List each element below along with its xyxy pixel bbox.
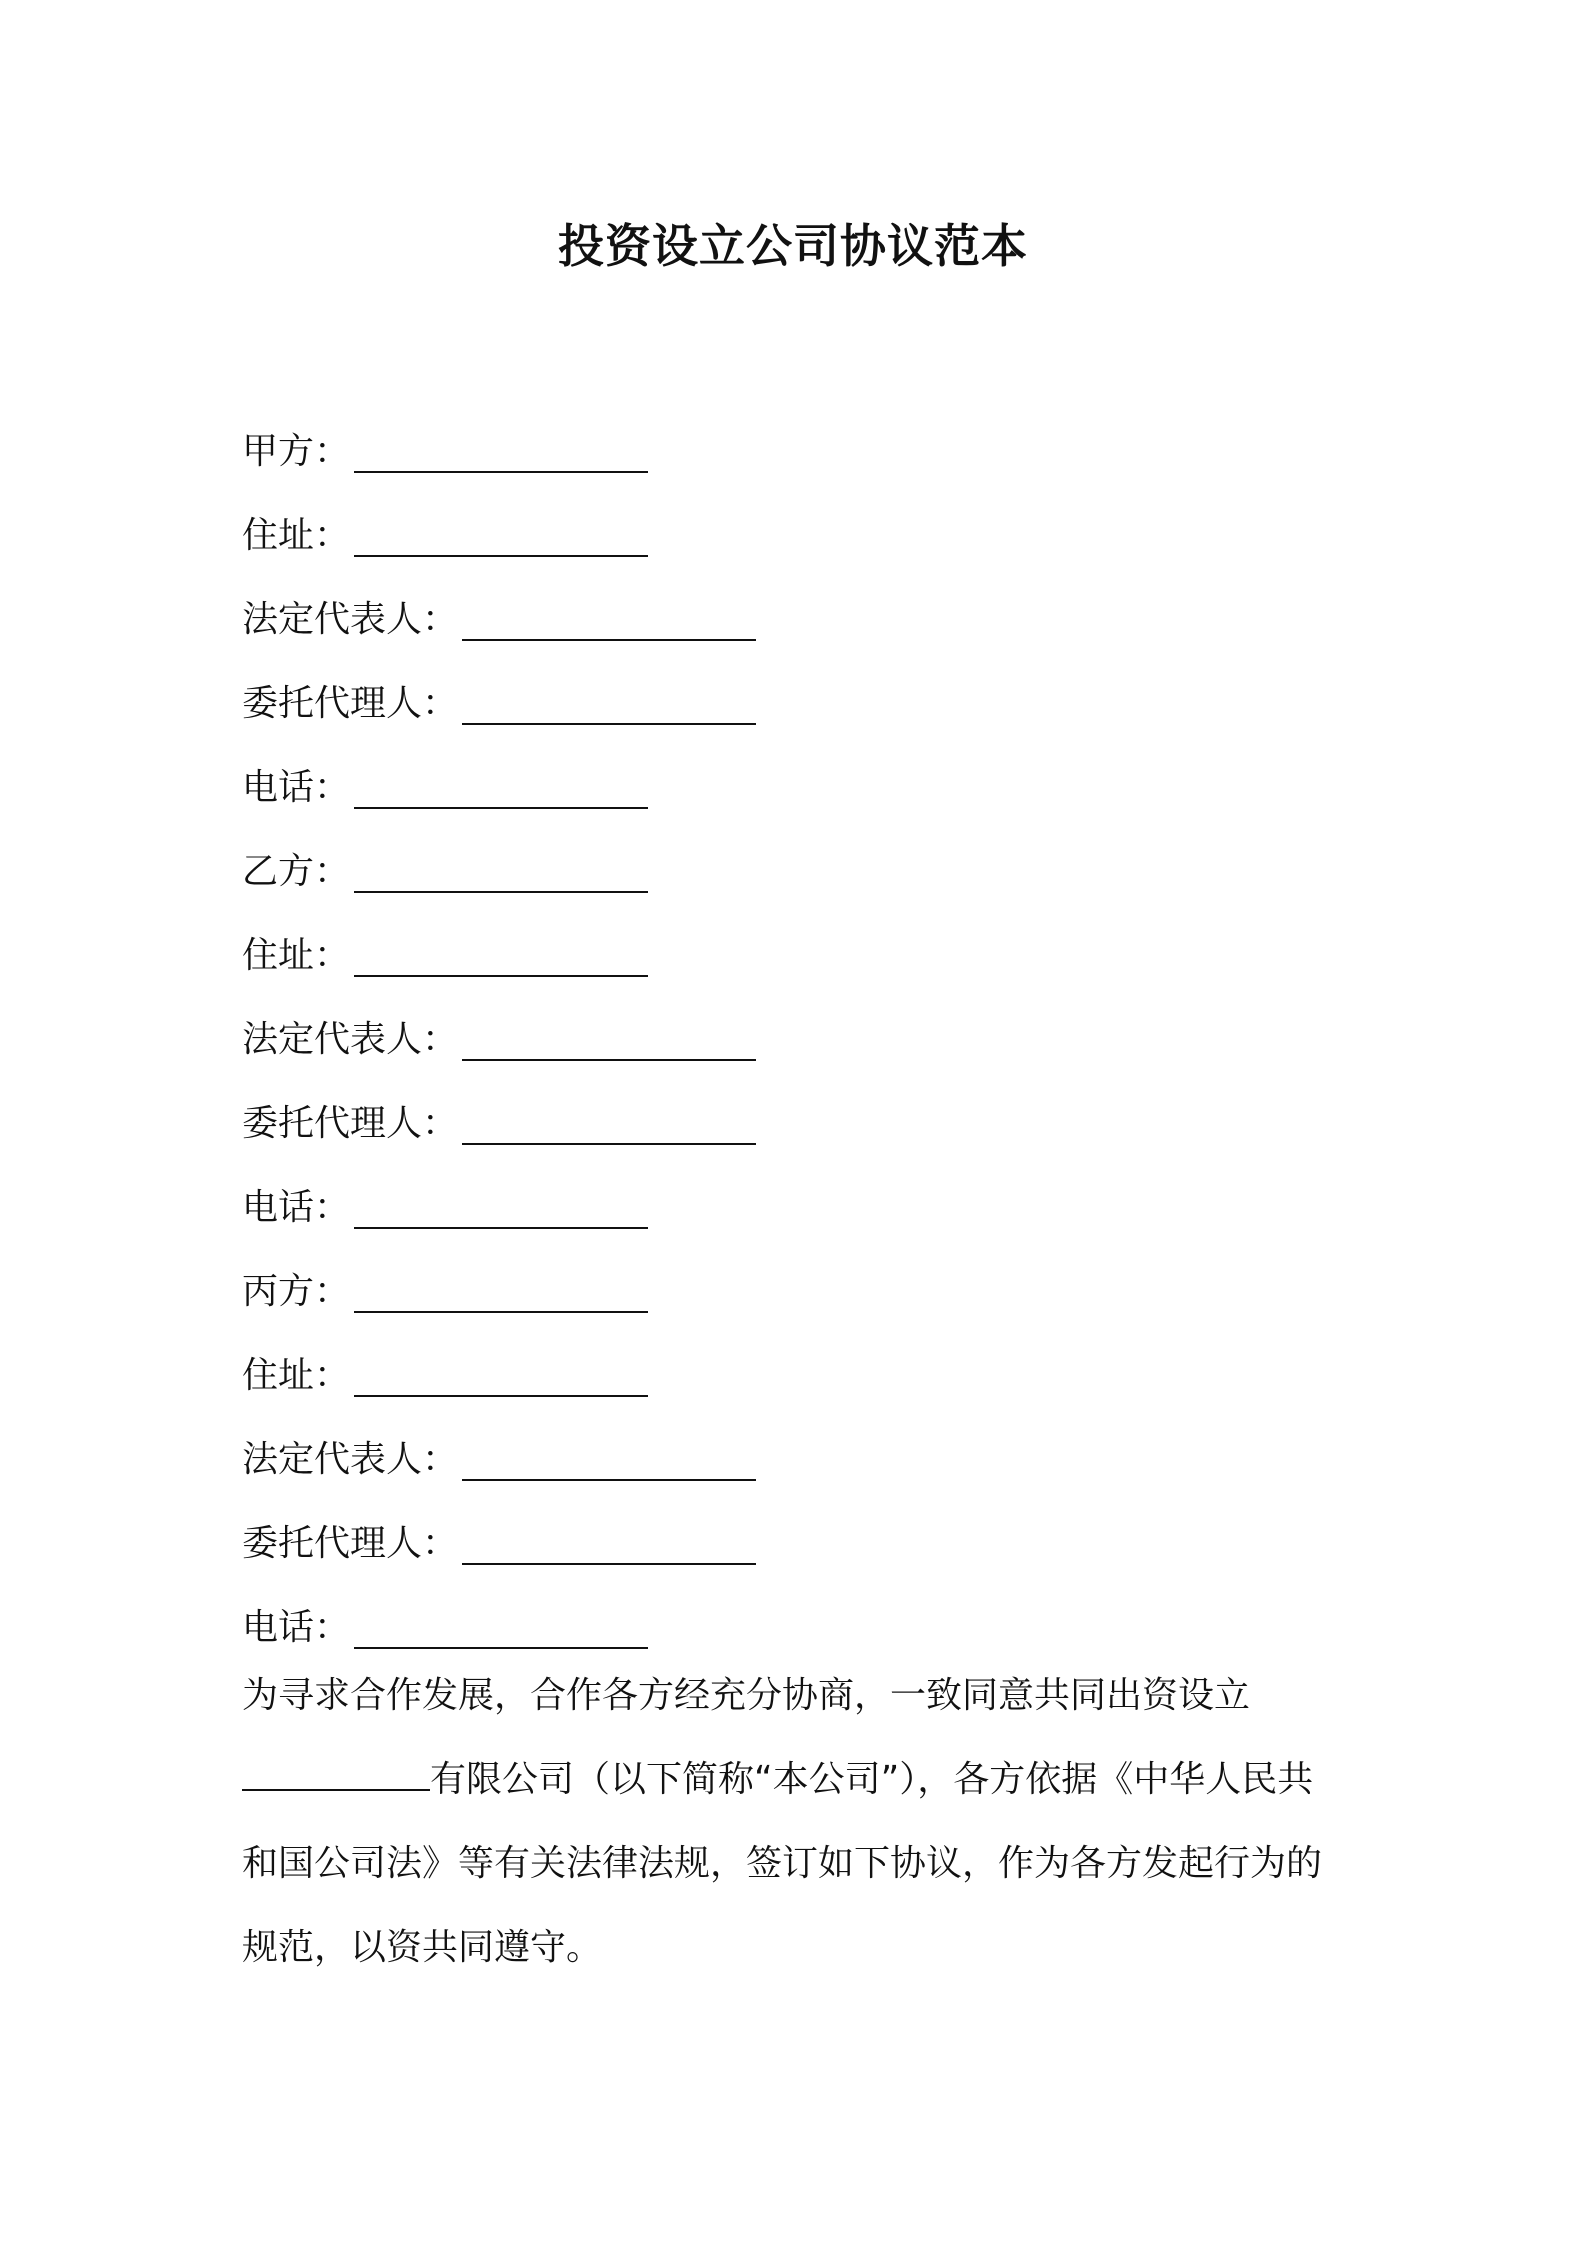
party-c-address-field [242, 1334, 1402, 1418]
party-a-name-field [242, 410, 1402, 494]
paragraph-line: 规范，以资共同遵守。 [242, 1927, 603, 1968]
field-label: 委托代理人： [242, 1523, 459, 1564]
fill-in-blank[interactable] [462, 1527, 756, 1565]
field-label: 住址： [242, 1355, 351, 1396]
field-label: 电话： [242, 767, 351, 808]
party-b-address-field [242, 914, 1402, 998]
fill-in-blank[interactable] [354, 1191, 648, 1229]
fill-in-blank[interactable] [354, 519, 648, 557]
fill-in-blank[interactable] [354, 855, 648, 893]
field-label: 住址： [242, 515, 351, 556]
field-label: 住址： [242, 935, 351, 976]
field-label: 电话： [242, 1607, 351, 1648]
paragraph-line: 和国公司法》等有关法律法规，签订如下协议，作为各方发起行为的 [242, 1843, 1323, 1884]
company-name-blank[interactable] [242, 1755, 430, 1791]
fill-in-blank[interactable] [462, 603, 756, 641]
field-label: 法定代表人： [242, 1019, 459, 1060]
fill-in-blank[interactable] [354, 1275, 648, 1313]
preamble-paragraph [242, 1654, 1362, 1990]
paragraph-text: 有限公司（以下简称“本公司”），各方依据《中华人民共 [430, 1759, 1314, 1800]
fill-in-blank[interactable] [462, 687, 756, 725]
party-a-phone-field [242, 746, 1402, 830]
party-c-legal-rep-field [242, 1418, 1402, 1502]
field-label: 乙方： [242, 851, 351, 892]
party-a-agent-field [242, 662, 1402, 746]
party-c-agent-field [242, 1502, 1402, 1586]
document-title: 投资设立公司协议范本 [558, 219, 1028, 273]
field-label: 法定代表人： [242, 1439, 459, 1480]
fill-in-blank[interactable] [354, 771, 648, 809]
party-b-agent-field [242, 1082, 1402, 1166]
field-label: 电话： [242, 1187, 351, 1228]
party-b-phone-field [242, 1166, 1402, 1250]
fill-in-blank[interactable] [462, 1023, 756, 1061]
paragraph-line [242, 1738, 1362, 1822]
field-label: 丙方： [242, 1271, 351, 1312]
party-fields [242, 410, 1402, 1670]
fill-in-blank[interactable] [462, 1443, 756, 1481]
field-label: 委托代理人： [242, 683, 459, 724]
party-b-legal-rep-field [242, 998, 1402, 1082]
field-label: 委托代理人： [242, 1103, 459, 1144]
party-a-address-field [242, 494, 1402, 578]
fill-in-blank[interactable] [462, 1107, 756, 1145]
fill-in-blank[interactable] [354, 1359, 648, 1397]
fill-in-blank[interactable] [354, 939, 648, 977]
party-a-legal-rep-field [242, 578, 1402, 662]
party-c-name-field [242, 1250, 1402, 1334]
paragraph-line: 为寻求合作发展，合作各方经充分协商，一致同意共同出资设立 [242, 1675, 1251, 1716]
fill-in-blank[interactable] [354, 1611, 648, 1649]
fill-in-blank[interactable] [354, 435, 648, 473]
party-b-name-field [242, 830, 1402, 914]
field-label: 法定代表人： [242, 599, 459, 640]
field-label: 甲方： [242, 431, 351, 472]
